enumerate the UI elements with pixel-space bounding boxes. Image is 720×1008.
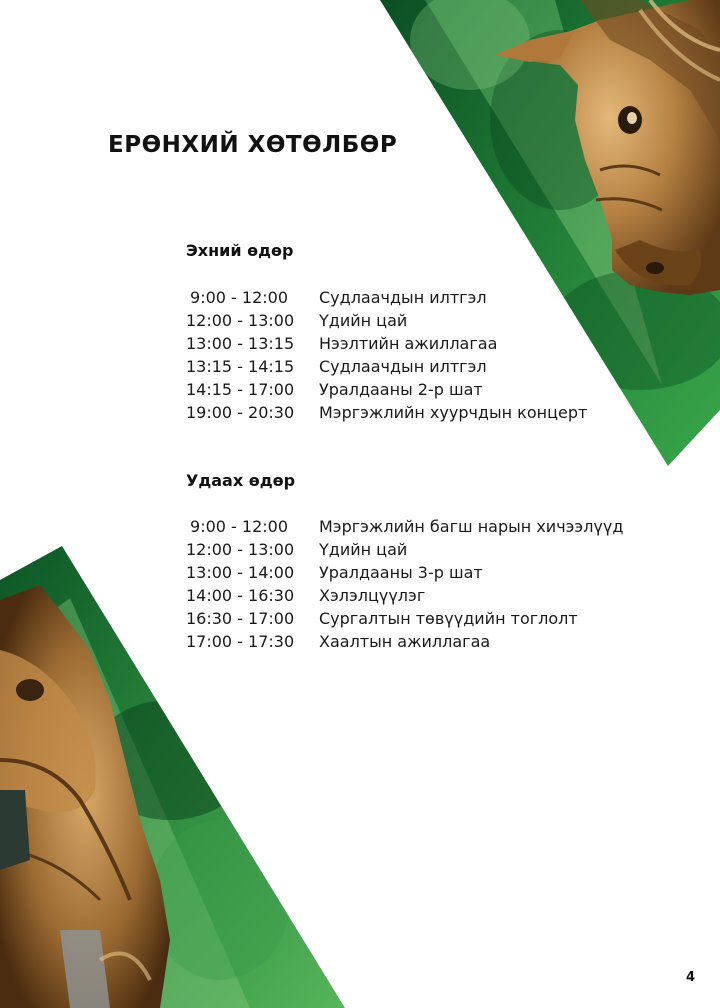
schedule-row bbox=[186, 309, 646, 332]
event-name: Нээлтийн ажиллагаа bbox=[319, 334, 498, 353]
event-name: Хаалтын ажиллагаа bbox=[319, 632, 491, 651]
day-two-heading: Удаах өдөр bbox=[186, 471, 296, 490]
time-range: 13:00 - 13:15 bbox=[186, 334, 295, 353]
time-range: 14:15 - 17:00 bbox=[186, 380, 295, 399]
page-title: ЕРӨНХИЙ ХӨТӨЛБӨР bbox=[108, 132, 398, 158]
time-range: 12:00 - 13:00 bbox=[186, 311, 295, 330]
day-two-schedule bbox=[186, 515, 646, 653]
time-range: 13:00 - 14:00 bbox=[186, 563, 295, 582]
day-one-heading: Эхний өдөр bbox=[186, 241, 294, 260]
schedule-row bbox=[186, 332, 646, 355]
schedule-row bbox=[186, 355, 646, 378]
schedule-row bbox=[186, 561, 646, 584]
day-one-schedule bbox=[186, 286, 646, 424]
event-name: Мэргэжлийн хуурчдын концерт bbox=[319, 403, 588, 422]
time-range: 12:00 - 13:00 bbox=[186, 540, 295, 559]
schedule-row bbox=[186, 630, 646, 653]
time-range: 9:00 - 12:00 bbox=[190, 517, 288, 536]
schedule-row bbox=[186, 584, 646, 607]
schedule-row bbox=[186, 607, 646, 630]
schedule-row bbox=[186, 286, 646, 309]
event-name: Судлаачдын илтгэл bbox=[319, 357, 487, 376]
event-name: Уралдааны 3-р шат bbox=[319, 563, 483, 582]
event-name: Судлаачдын илтгэл bbox=[319, 288, 487, 307]
event-name: Хэлэлцүүлэг bbox=[319, 586, 426, 605]
schedule-row bbox=[186, 515, 646, 538]
page-number: 4 bbox=[686, 970, 696, 985]
time-range: 14:00 - 16:30 bbox=[186, 586, 295, 605]
schedule-row bbox=[186, 538, 646, 561]
event-name: Үдийн цай bbox=[319, 540, 408, 559]
time-range: 13:15 - 14:15 bbox=[186, 357, 295, 376]
schedule-row bbox=[186, 401, 646, 424]
event-name: Үдийн цай bbox=[319, 311, 408, 330]
time-range: 16:30 - 17:00 bbox=[186, 609, 295, 628]
time-range: 17:00 - 17:30 bbox=[186, 632, 295, 651]
event-name: Сургалтын төвүүдийн тоглолт bbox=[319, 609, 578, 628]
schedule-row bbox=[186, 378, 646, 401]
time-range: 9:00 - 12:00 bbox=[190, 288, 288, 307]
time-range: 19:00 - 20:30 bbox=[186, 403, 295, 422]
event-name: Мэргэжлийн багш нарын хичээлүүд bbox=[319, 517, 624, 536]
event-name: Уралдааны 2-р шат bbox=[319, 380, 483, 399]
